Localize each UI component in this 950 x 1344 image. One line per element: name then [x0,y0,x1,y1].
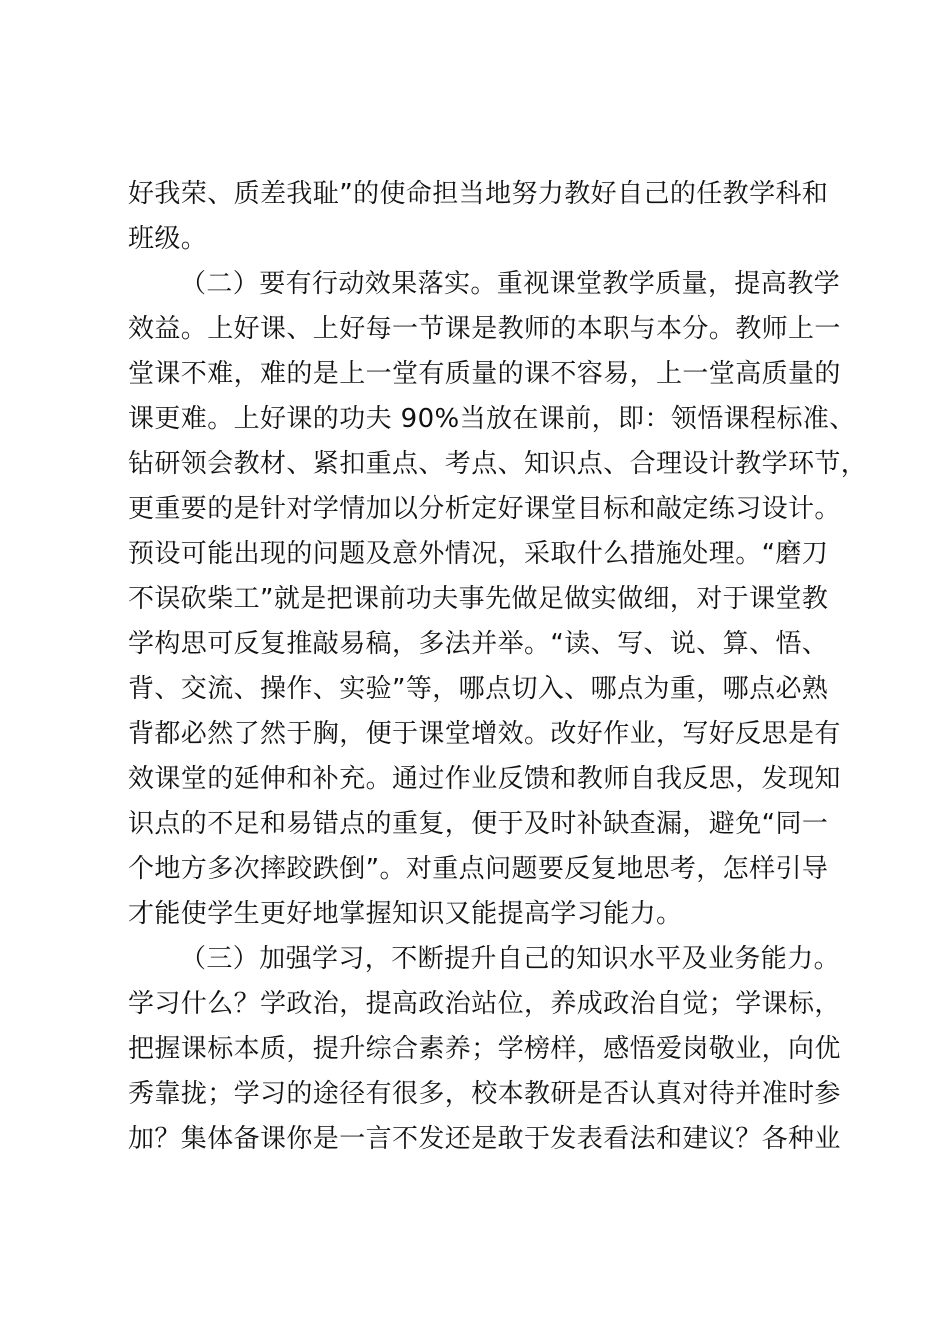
text-line: 背、交流、操作、实验”等，哪点切入、哪点为重，哪点必熟 [128,674,829,704]
text-line: 预设可能出现的问题及意外情况，采取什么措施处理。“磨刀 [128,539,829,569]
text-line: 班级。 [128,224,208,254]
text-line: 不误砍柴工”就是把课前功夫事先做足做实做细，对于课堂教 [128,584,829,614]
text-line: 背都必然了然于胸，便于课堂增效。改好作业，写好反思是有 [128,719,841,749]
text-line: 识点的不足和易错点的重复，便于及时补缺查漏，避免“同一 [128,809,829,839]
text-line: 好我荣、质差我耻”的使命担当地努力教好自己的任教学科和 [128,179,829,209]
section-heading-3: （三）加强学习，不断提升自己的知识水平及业务能力。 [180,944,841,974]
text-line: 效课堂的延伸和补充。通过作业反馈和教师自我反思，发现知 [128,764,841,794]
text-line: 才能使学生更好地掌握知识又能提高学习能力。 [128,899,683,929]
text-line: 个地方多次摔跤跌倒”。对重点问题要反复地思考，怎样引导 [128,854,829,884]
text-line: 加？集体备课你是一言不发还是敢于发表看法和建议？各种业 [128,1124,841,1154]
text-line: 秀靠拢；学习的途径有很多，校本教研是否认真对待并准时参 [128,1079,841,1109]
text-line: 学构思可反复推敲易稿，多法并举。“读、写、说、算、悟、 [128,629,829,659]
text-line: 效益。上好课、上好每一节课是教师的本职与本分。教师上一 [128,314,841,344]
text-line: 堂课不难，难的是上一堂有质量的课不容易，上一堂高质量的 [128,359,841,389]
section-heading-2: （二）要有行动效果落实。重视课堂教学质量，提高教学 [180,269,841,299]
text-line: 课更难。上好课的功夫 90%当放在课前，即：领悟课程标准、 [128,404,856,434]
text-line: 把握课标本质，提升综合素养；学榜样，感悟爱岗敬业，向优 [128,1034,841,1064]
text-line: 钻研领会教材、紧扣重点、考点、知识点、合理设计教学环节， [128,449,868,479]
text-line: 更重要的是针对学情加以分析定好课堂目标和敲定练习设计。 [128,494,841,524]
text-line: 学习什么？学政治，提高政治站位，养成政治自觉；学课标， [128,989,841,1019]
